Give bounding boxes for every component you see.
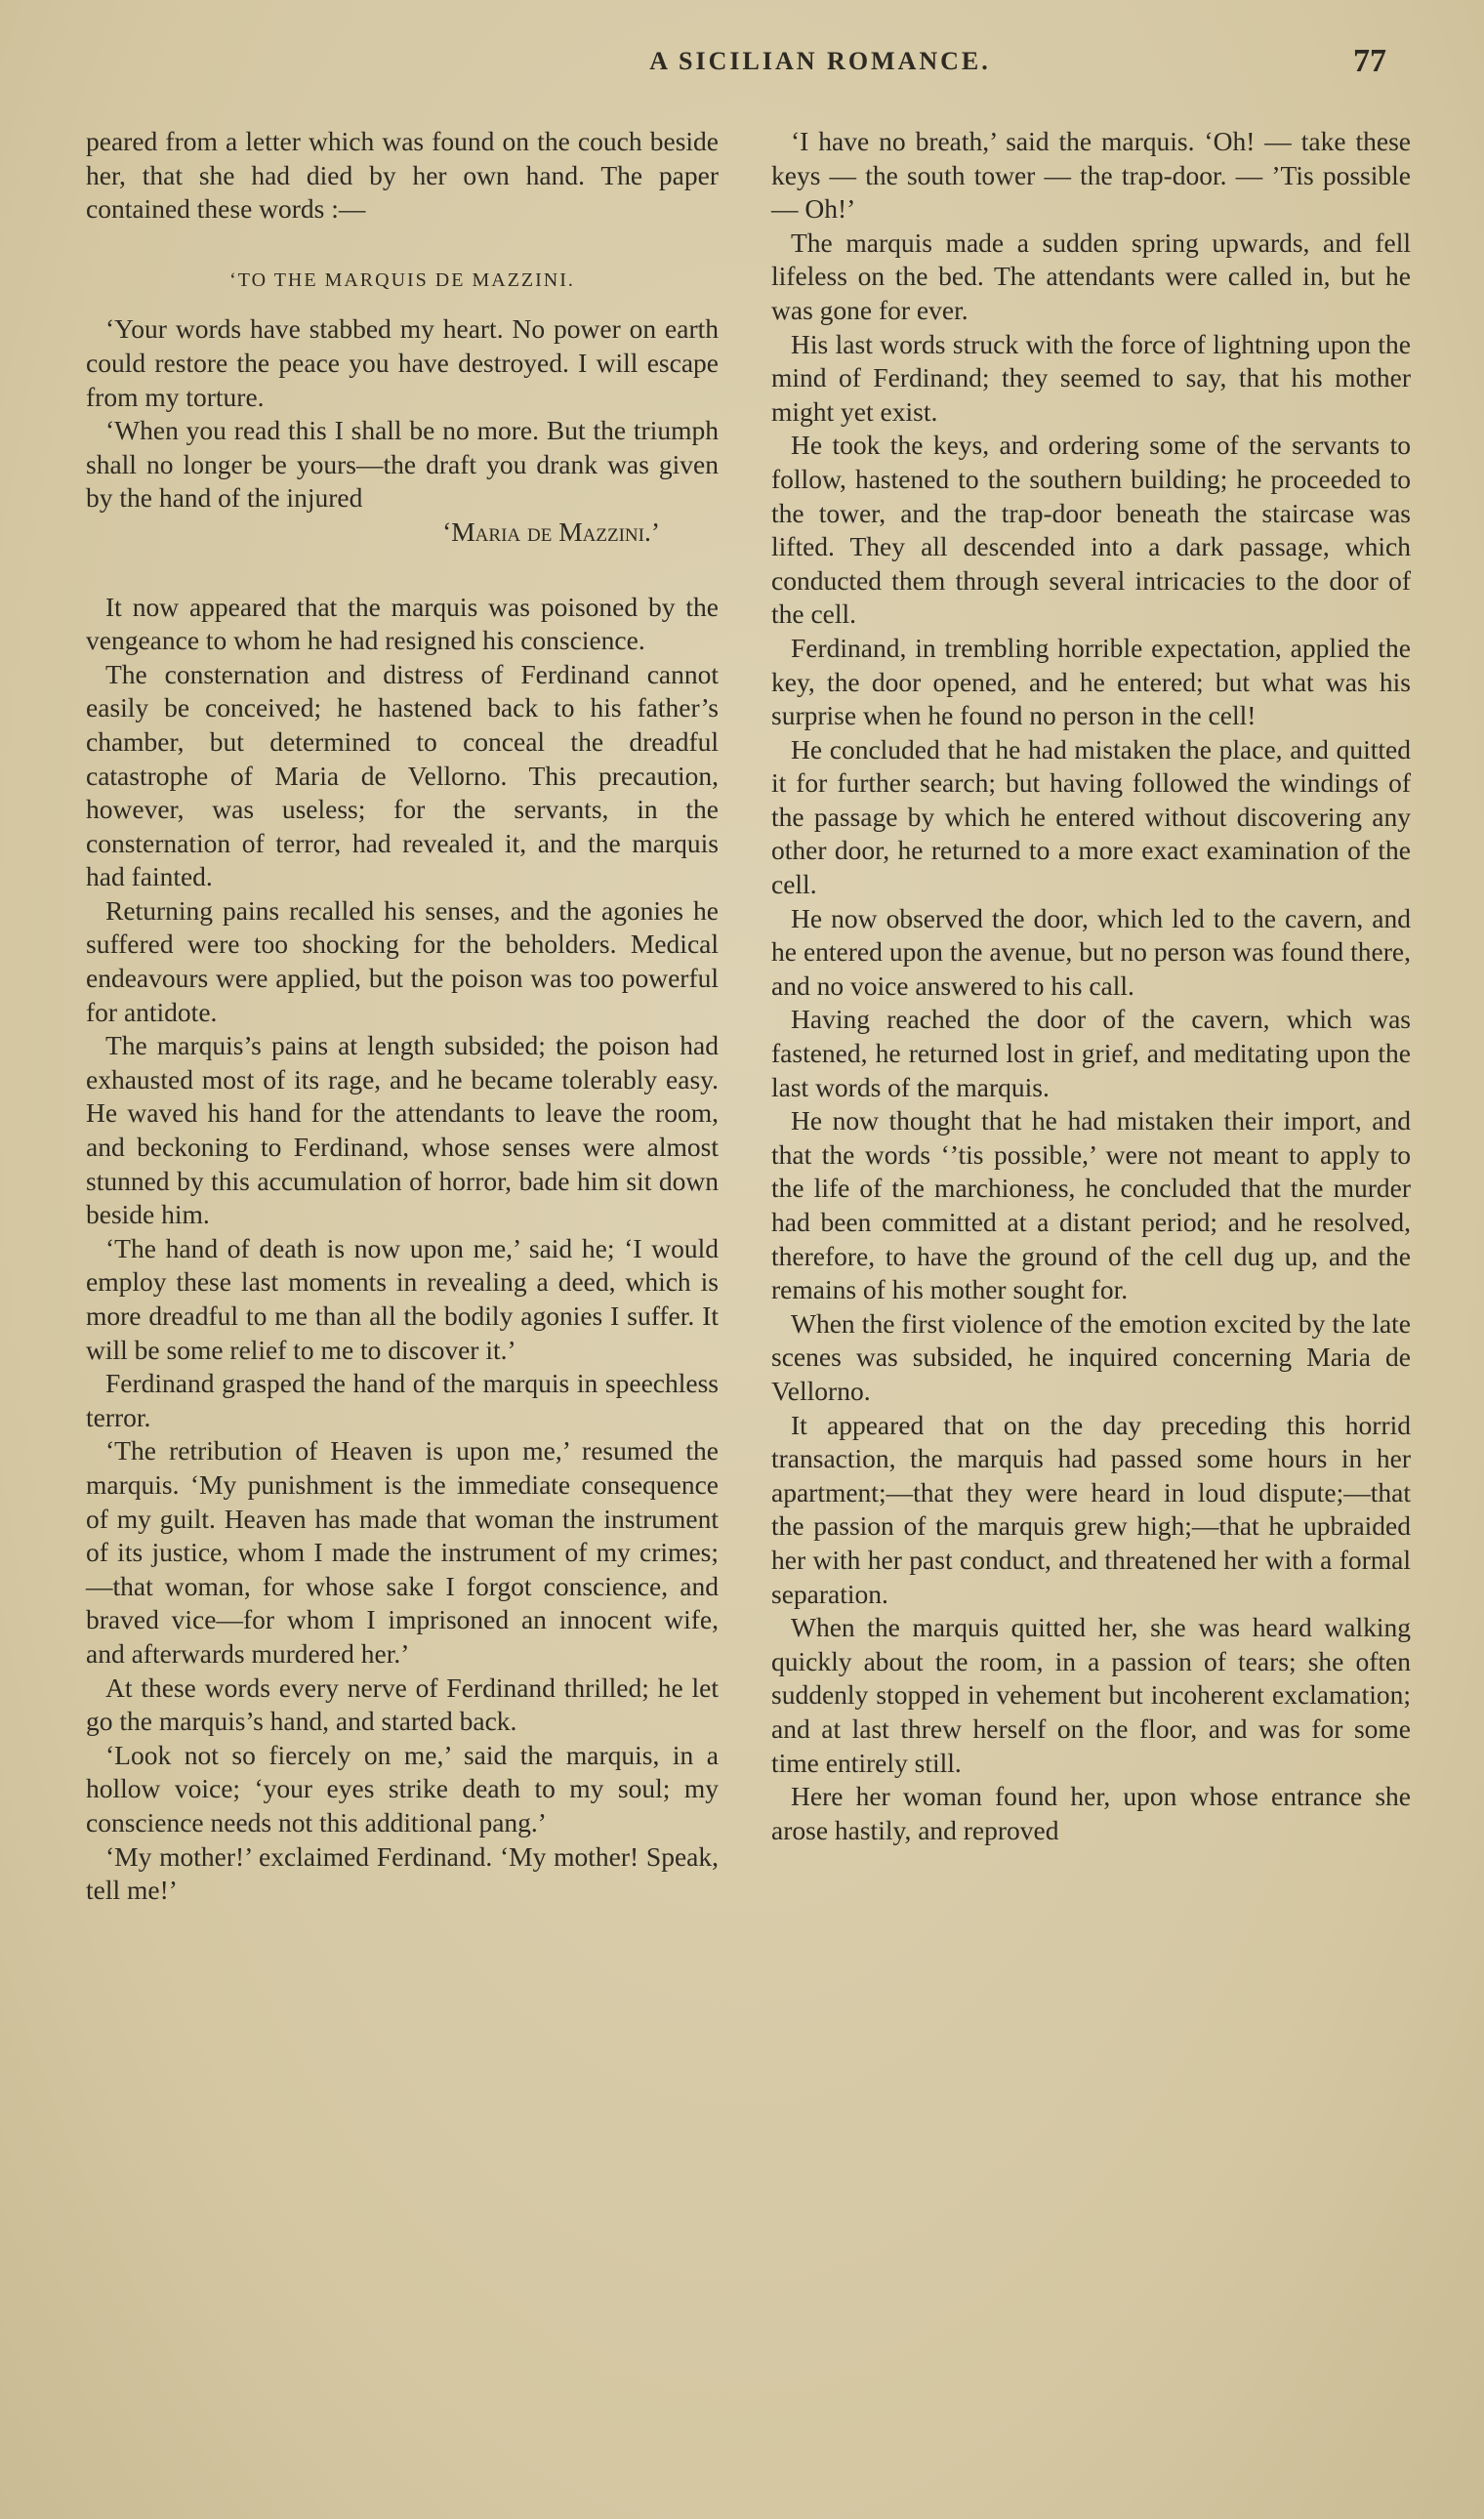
running-title: A SICILIAN ROMANCE.	[649, 47, 991, 75]
paragraph: Having reached the door of the cavern, which was fastened, he returned lost in grief, and meditating upon the last words of the marquis.	[771, 1004, 1411, 1102]
paragraph: The consternation and distress of Ferdinand cannot easily be conceived; he hastened back to his father’s chamber, but determined to conceal the dreadful catastrophe of Maria de Vellorno. This precaution, however, was useless; for the servants, in the consternation of terror, had revealed it, and the marquis had fainted.	[86, 658, 719, 892]
paragraph: He now observed the door, which led to the cavern, and he entered upon the avenue, but no person was found there, and no voice answered to his call.	[771, 902, 1411, 1001]
paragraph: His last words struck with the force of lightning upon the mind of Ferdinand; they seemed to say, that his mother might yet exist.	[771, 328, 1411, 427]
right-column	[771, 125, 1411, 1847]
left-column	[86, 125, 719, 1908]
paragraph: Here her woman found her, upon whose entrance she arose hastily, and reproved	[771, 1781, 1411, 1845]
letter-signature: ‘Maria de Mazzini.’	[442, 516, 660, 547]
letter-paragraph: ‘Your words have stabbed my heart. No power on earth could restore the peace you have destroyed. I will escape from my torture.	[86, 313, 719, 412]
letter-paragraph: ‘When you read this I shall be no more. But the triumph shall no longer be yours—the draft you drank was given by the hand of the injured	[86, 415, 719, 514]
paragraph: When the first violence of the emotion excited by the late scenes was subsided, he inquired concerning Maria de Vellorno.	[771, 1307, 1411, 1406]
paragraph: It now appeared that the marquis was poisoned by the vengeance to whom he had resigned his conscience.	[86, 591, 719, 656]
page-number: 77	[1353, 43, 1386, 79]
paragraph: He concluded that he had mistaken the place, and quitted it for further search; but having followed the windings of the passage by which he entered without discovering any other door, he returned to a more exact examination of the cell.	[771, 733, 1411, 900]
running-header	[78, 39, 1416, 88]
paragraph: He now thought that he had mistaken their import, and that the words ‘’tis possible,’ were not meant to apply to the life of the marchioness, he concluded that the murder had been committed at a distant period; and he resolved, therefore, to have the ground of the cell dug up, and the remains of his mother sought for.	[771, 1105, 1411, 1305]
paragraph: The marquis’s pains at length subsided; the poison had exhausted most of its rage, and he became tolerably easy. He waved his hand for the attendants to leave the room, and beckoning to Ferdinand, whose senses were almost stunned by this accumulation of horror, bade him sit down beside him.	[86, 1030, 719, 1230]
paragraph: Returning pains recalled his senses, and the agonies he suffered were too shocking for the beholders. Medical endeavours were applied, but the poison was too powerful for antidote.	[86, 894, 719, 1027]
paragraph: Ferdinand grasped the hand of the marquis in speechless terror.	[86, 1368, 719, 1432]
paragraph: ‘Look not so fiercely on me,’ said the marquis, in a hollow voice; ‘your eyes strike death to my soul; my conscience needs not this additional pang.’	[86, 1739, 719, 1838]
paragraph: The marquis made a sudden spring upwards, and fell lifeless on the bed. The attendants were called in, but he was gone for ever.	[771, 227, 1411, 325]
paragraph: At these words every nerve of Ferdinand thrilled; he let go the marquis’s hand, and started back.	[86, 1672, 719, 1737]
paragraph: It appeared that on the day preceding this horrid transaction, the marquis had passed some hours in her apartment;—that they were heard in loud dispute;—that the passion of the marquis grew high;—that he upbraided her with her past conduct, and threatened her with a formal separation.	[771, 1409, 1411, 1609]
paragraph: peared from a letter which was found on the couch beside her, that she had died by her own hand. The paper contained these words :—	[86, 126, 719, 225]
paragraph: When the marquis quitted her, she was heard walking quickly about the room, in a passion of tears; she often suddenly stopped in vehement but incoherent exclamation; and at last threw herself on the floor, and was for some time entirely still.	[771, 1612, 1411, 1778]
paragraph: ‘The hand of death is now upon me,’ said he; ‘I would employ these last moments in revealing a deed, which is more dreadful to me than all the bodily agonies I suffer. It will be some relief to me to discover it.’	[86, 1232, 719, 1365]
paragraph: ‘My mother!’ exclaimed Ferdinand. ‘My mother! Speak, tell me!’	[86, 1840, 719, 1906]
paragraph: Ferdinand, in trembling horrible expectation, applied the key, the door opened, and he entered; but what was his surprise when he found no person in the cell!	[771, 632, 1411, 731]
paragraph: ‘I have no breath,’ said the marquis. ‘Oh! — take these keys — the south tower — the trap-door. — ’Tis possible — Oh!’	[771, 126, 1411, 225]
paragraph: He took the keys, and ordering some of the servants to follow, hastened to the southern building; he proceeded to the tower, and the trap-door beneath the staircase was lifted. They all descended into a dark passage, which conducted them through several intricacies to the door of the cell.	[771, 430, 1411, 630]
letter-addressee: ‘TO THE MARQUIS DE MAZZINI.	[229, 268, 575, 291]
paragraph: ‘The retribution of Heaven is upon me,’ resumed the marquis. ‘My punishment is the immediate consequence of my guilt. Heaven has made that woman the instrument of its justice, whom I made the instrument of my crimes;—that woman, for whose sake I forgot conscience, and braved vice—for whom I imprisoned an innocent wife, and afterwards murdered her.’	[86, 1435, 719, 1669]
